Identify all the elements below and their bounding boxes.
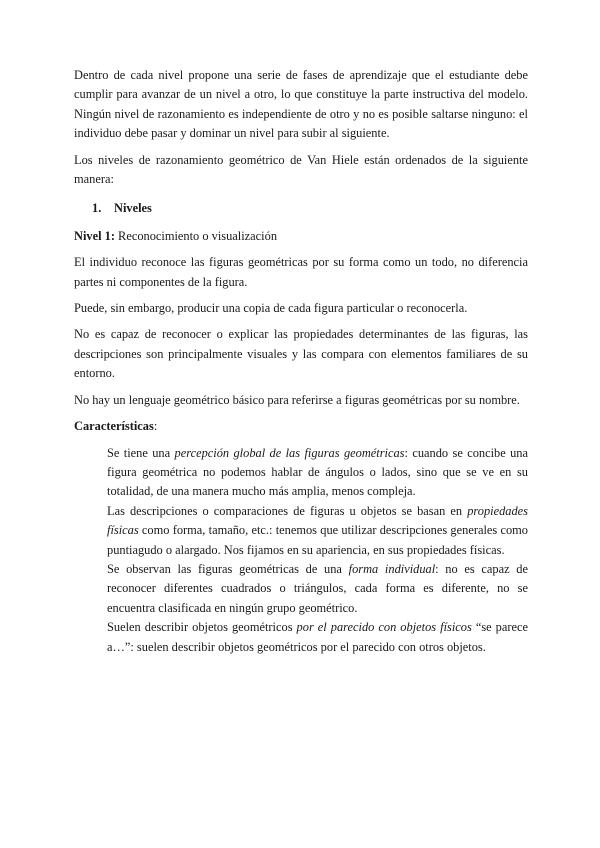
characteristic-item-1-text: Se tiene una [107, 445, 175, 460]
document-page [74, 66, 528, 657]
characteristic-item-2-text-end: como forma, tamaño, etc.: tenemos que utilizar descripciones generales como puntiagudo o alargado. Nos fijamos en su apariencia, en sus propiedades físicas. [107, 523, 528, 557]
characteristics-colon: : [153, 419, 158, 434]
characteristics-list [74, 444, 528, 657]
intro-paragraph-2: Los niveles de razonamiento geométrico de Van Hiele están ordenados de la siguiente manera: [74, 152, 528, 187]
section-number: 1. [92, 201, 102, 216]
level-1-label: Nivel 1: [74, 228, 115, 243]
intro-paragraph-1: Dentro de cada nivel propone una serie de fases de aprendizaje que el estudiante debe cumplir para avanzar de un nivel a otro, lo que constituye la parte instructiva del modelo. Ningún nivel de razonamiento es independiente de otro y no es posible saltarse ninguno: el individuo debe pasar y dominar un nivel para subir al siguiente. [74, 68, 528, 141]
level-1-heading [74, 227, 528, 246]
characteristic-item-3-text: Se observan las figuras geométricas de una [107, 561, 349, 576]
characteristic-item-4-emphasis: por el parecido con objetos físicos [296, 620, 472, 635]
characteristic-item-1-emphasis: percepción global de las figuras geométricas [174, 445, 405, 460]
characteristic-item-4 [107, 618, 528, 657]
characteristic-item-3 [107, 560, 528, 618]
characteristic-item-1 [107, 444, 528, 502]
characteristic-item-3-emphasis: forma individual [348, 561, 436, 576]
characteristic-item-1-text-end: : cuando se concibe una figura geométrica no podemos hablar de ángulos o lados, sino que se ve en su totalidad, de una manera mucho más amplia, menos compleja. [107, 445, 529, 499]
level-1-paragraph-4: No hay un lenguaje geométrico básico para referirse a figuras geométricas por su nombre. [74, 392, 520, 407]
level-1-paragraph-2: Puede, sin embargo, producir una copia de cada figura particular o reconocerla. [74, 301, 468, 316]
characteristic-item-4-text: Suelen describir objetos geométricos [107, 620, 297, 635]
characteristic-item-2 [107, 502, 528, 560]
section-title: Niveles [114, 201, 152, 216]
characteristics-label: Características [74, 419, 154, 434]
level-1-paragraph-1: El individuo reconoce las figuras geométricas por su forma como un todo, no diferencia partes ni componentes de la figura. [74, 255, 528, 289]
level-1-paragraph-3: No es capaz de reconocer o explicar las propiedades determinantes de las figuras, las descripciones son principalmente visuales y las compara con elementos familiares de su entorno. [74, 327, 528, 381]
characteristic-item-2-text: Las descripciones o comparaciones de figuras u objetos se basan en [107, 503, 468, 518]
characteristics-heading [74, 417, 528, 436]
characteristic-item-2-emphasis: propiedades físicas [107, 503, 528, 538]
section-heading [92, 199, 528, 218]
characteristic-item-4-text-end: “se parece a…”: suelen describir objetos geométricos por el parecido con otros objetos. [107, 620, 528, 654]
level-1-title: Reconocimiento o visualización [114, 228, 278, 243]
characteristic-item-3-text-end: : no es capaz de reconocer diferentes cuadrados o triángulos, cada forma es diferente, no se encuentra clasificada en ningún grupo geométrico. [107, 561, 529, 615]
